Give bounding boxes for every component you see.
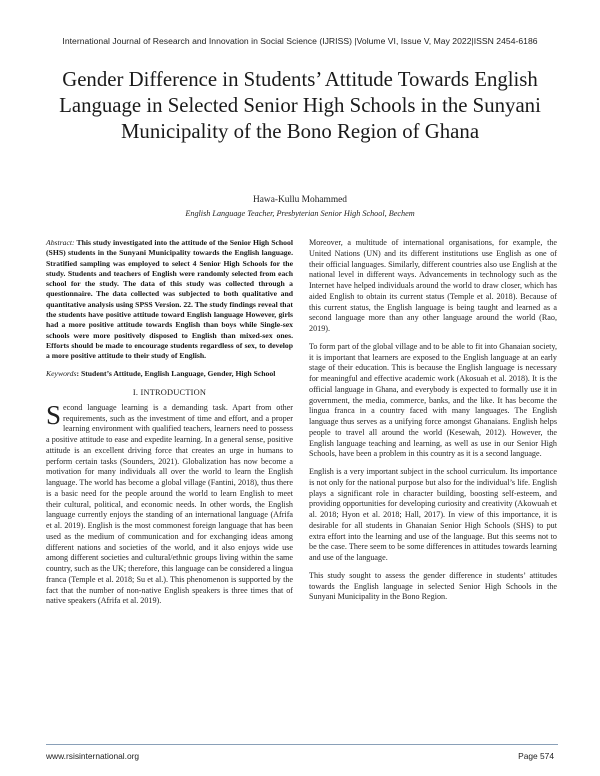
footer-page-number: Page 574 (518, 751, 554, 761)
abstract (46, 238, 293, 362)
right-paragraph-4: This study sought to assess the gender difference in students’ attitudes towards the English language in selected Senior High Schools in the Sunyani Municipality in the Bono Region. (309, 570, 557, 602)
intro-paragraph-1 (46, 399, 293, 607)
journal-header: International Journal of Research and Innovation in Social Science (IJRISS) |Volume VI, Issue V, May 2022|ISSN 2454-6186 (62, 36, 538, 46)
footer-website: www.rsisinternational.org (46, 751, 140, 761)
intro-paragraph-1-text: econd language learning is a demanding task. Apart from other requirements, such as the investment of time and effort, and a proper learning environment with qualified teachers, learners need to possess a positive attitude to ease and expedite learning. In a general sense, positive attitude is an excellent driving force that creates an urge in humans to perform certain tasks (Sounders, 2021). Globalization has now become a motivation for many individuals all over the world to learn the English language. The world has become a global village (Fantini, 2018), thus there is a basic need for the people around the world to learn English to meet their cultural, political, and economic needs. In other words, the English language currently enjoys the standing of an international language (Afrifa et al. 2019). English is the most commonest foreign language that has been used as the medium of communication and for exchanging ideas among different nations and societies of the world, and it also enjoys wide use among different societies and cultural/ethnic groups living within the same country, such as the UK; therefore, this language can be considered a lingua franca (Temple et al. 2018; Su et al.). This phenomenon is supported by the fact that the number of non-native English speakers is three times that of native speakers (Afrifa et al. 2019). (46, 402, 293, 606)
left-column (46, 238, 293, 607)
right-paragraph-1: Moreover, a multitude of international organisations, for example, the United Nations (UN) and its different institutions use English as one of their official languages. Similarly, different countries also use English at the national level in different ways. Advancements in technology such as the Internet have helped individuals around the world to draw closer, which has aided English to obtain its current status (Temple et al. 2018). Because of this current status, the English language is being taught and learned as a second language more than any other language around the world (Rao, 2019). (309, 238, 557, 333)
abstract-label: Abstract: (46, 238, 75, 247)
footer-divider (46, 744, 558, 745)
section-heading-introduction: I. INTRODUCTION (132, 387, 207, 397)
author-name: Hawa-Kullu Mohammed (253, 195, 347, 205)
abstract-text: This study investigated into the attitude of the Senior High School (SHS) students in the Sunyani Municipality towards the English language. Stratified sampling was employed to select 4 Senior High Schools for the study. Students and teachers of English were randomly selected from each school for the study. The data of this study was collected through a questionnaire. The data collected was subjected to both qualitative and quantitative analysis using SPSS Version. 22. The study findings reveal that the students have positive attitude toward English language However, girls had a more positive attitude towards English than boys while Single-sex schools were more positively disposed to English than mixed-sex ones. Efforts should be made to encourage students regardless of sex, to develop a more positive attitude to their study of English. (46, 238, 293, 361)
right-column (309, 238, 557, 603)
keywords-label: Keywords (46, 368, 77, 378)
author-affiliation: English Language Teacher, Presbyterian Senior High School, Bechem (185, 209, 415, 218)
right-paragraph-2: To form part of the global village and to be able to fit into Ghanaian society, it is important that learners are exposed to the English language at an early stage of their education. This is because the English language is necessary for meaningful and effective academic work (Akosuah et al. 2018). It is the official language in Ghana, and everybody is expected to formally use it in government, the media, commerce, banks, and the like. It has become the lingua franca in a country faced with many languages. The English language thus serves as a unifying force amongst Ghanaians. English helps people to travel all around the world (Kesewah, 2012). However, the English language teaching and learning, as well as use in our Senior High Schools, have been a problem in this country as it is a second language. (309, 341, 557, 459)
keywords-text: : Student’s Attitude, English Language, Gender, High School (76, 368, 276, 378)
drop-cap: S (46, 399, 62, 430)
paper-title: Gender Difference in Students’ Attitude Towards English Language in Selected Senior High Schools in the Sunyani Municipality of the Bono Region of Ghana (59, 68, 541, 143)
keywords (46, 369, 293, 379)
right-paragraph-3: English is a very important subject in the school curriculum. Its importance is not only for the national purpose but also for the individual’s life. English plays a significant role in character building, boosting self-esteem, and providing opportunities for developing curiosity and creativity (Akowuah et al. 2018; Hyon et al. 2018; Hall, 2017). In view of this importance, it is desirable for all students in Ghanaian Senior High Schools (SHS) to put extra effort into the learning and use of the language. But this seems not to be the case. There seem to be some differences in attitudes towards learning and use of the language. (309, 467, 557, 562)
